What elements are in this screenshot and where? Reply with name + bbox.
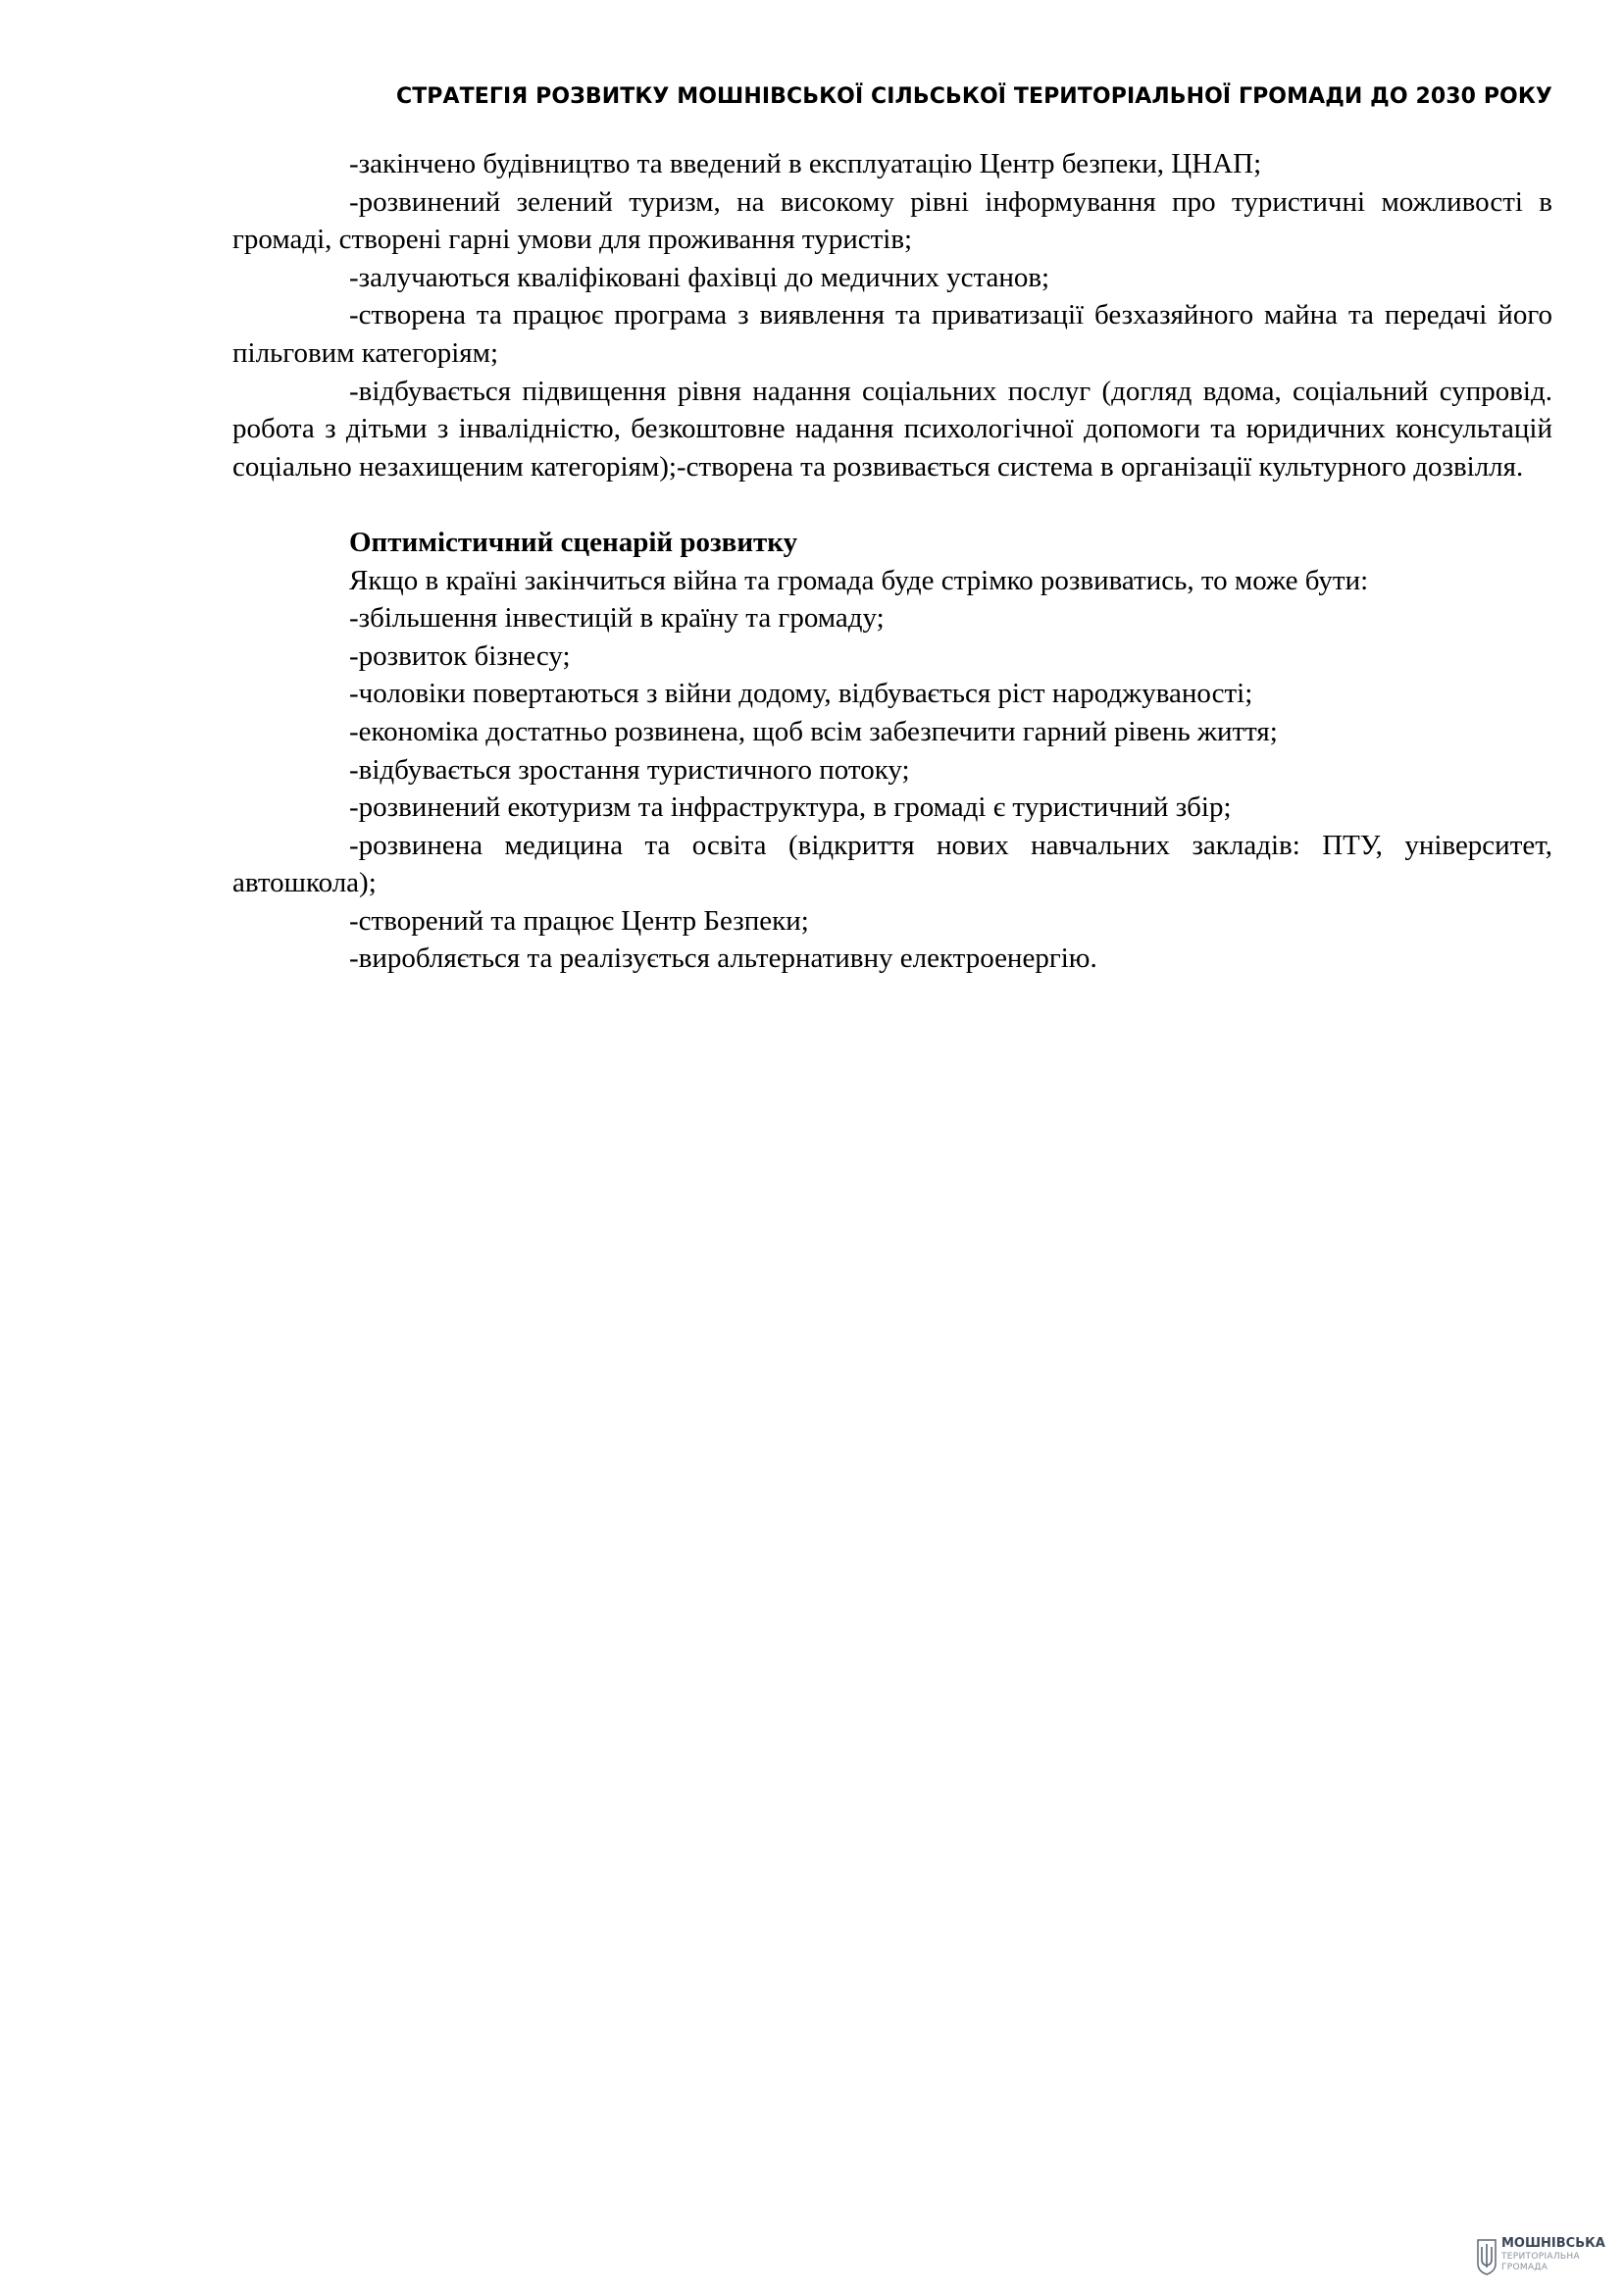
list-item: -розвиток бізнесу; (349, 639, 571, 672)
list-item: -закінчено будівництво та введений в експлуатацію Центр безпеки, ЦНАП; (349, 148, 1262, 179)
logo-subtitle-line1: ТЕРИТОРІАЛЬНА (1501, 2252, 1580, 2262)
list-item: -економіка достатньо розвинена, щоб всім забезпечити гарний рівень життя; (349, 715, 1278, 747)
list-item: -збільшення інвестицій в країну та громаду; (349, 602, 885, 635)
list-item: -розвинена медицина та освіта (відкриття нових навчальних закладів: ПТУ, університет, автошкола); (232, 829, 1552, 899)
page-header: СТРАТЕГІЯ РОЗВИТКУ МОШНІВСЬКОЇ СІЛЬСЬКОЇ ТЕРИТОРІАЛЬНОЇ ГРОМАДИ ДО 2030 РОКУ (395, 84, 1552, 109)
list-item: -відбувається зростання туристичного потоку; (349, 753, 910, 786)
footer-logo (1476, 2236, 1605, 2279)
list-item: -розвинений зелений туризм, на високому рівні інформування про туристичні можливості в громаді, створені гарні умови для проживання туристів; (232, 185, 1552, 256)
logo-subtitle-line2: ГРОМАДА (1501, 2263, 1548, 2272)
section-intro: Якщо в країні закінчиться війна та громада буде стрімко розвиватись, то може бути: (349, 564, 1369, 596)
list-item: -виробляється та реалізується альтернативну електроенергію. (349, 942, 1097, 975)
list-item: -створений та працює Центр Безпеки; (349, 904, 809, 937)
list-item: -створена та працює програма з виявлення та приватизації безхазяйного майна та передачі його пільговим категоріям; (232, 299, 1552, 369)
document-body (232, 145, 1552, 978)
logo-title: МОШНІВСЬКА (1501, 2236, 1605, 2251)
list-item: -відбувається підвищення рівня надання соціальних послуг (догляд вдома, соціальний супровід. робота з дітьми з інвалідністю, безкоштовне надання психологічної допомоги та юридичних консультацій соціально незахищеним категоріям);-створена та розвивається система в організації культурного дозвілля. (232, 375, 1552, 483)
section-heading: Оптимістичний сценарій розвитку (349, 526, 798, 558)
list-item: -розвинений екотуризм та інфраструктура, в громаді є туристичний збір; (349, 791, 1232, 824)
trident-icon (1476, 2238, 1497, 2275)
list-item: -залучаються кваліфіковані фахівці до медичних установ; (349, 261, 1050, 293)
list-item: -чоловіки повертаються з війни додому, відбувається ріст народжуваності; (349, 678, 1253, 710)
